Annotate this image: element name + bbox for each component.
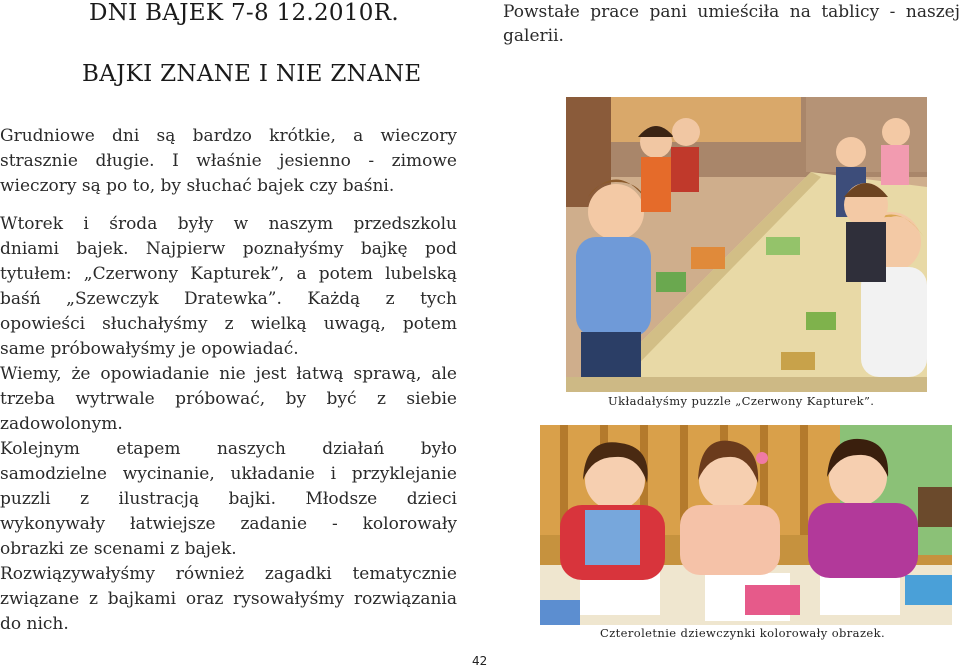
paragraph-fairytale-days: [0, 212, 457, 362]
text-line: do nich.: [0, 614, 69, 634]
text-line: obrazki ze scenami z bajek.: [0, 539, 237, 559]
paragraph-puzzles: [0, 437, 457, 562]
page-number: 42: [472, 654, 488, 668]
paragraph-intro: [0, 124, 457, 199]
text-line: strasznie długie. I właśnie jesienno - zimowe: [0, 151, 457, 171]
gallery-intro: [503, 0, 960, 48]
photo-coloring-caption: Czteroletnie dziewczynki kolorowały obrazek.: [600, 626, 886, 640]
photo-coloring-image: [540, 425, 952, 625]
text-line: związane z bajkami oraz rysowałyśmy rozwiązania: [0, 589, 457, 609]
paragraph-storytelling: [0, 362, 457, 437]
text-line: galerii.: [503, 26, 564, 46]
page-heading: DNI BAJEK 7-8 12.2010R.: [89, 0, 399, 26]
text-line: opowieści słuchałyśmy z wielką uwagą, potem: [0, 314, 457, 334]
text-line: Rozwiązywałyśmy również zagadki tematycznie: [0, 564, 457, 584]
photo-puzzles-image: [566, 97, 927, 392]
photo-puzzles: [566, 97, 927, 392]
text-line: wykonywały łatwiejsze zadanie - kolorowały: [0, 514, 457, 534]
text-line: wieczory są po to, by słuchać bajek czy baśni.: [0, 176, 395, 196]
text-line: zadowolonym.: [0, 414, 123, 434]
text-line: Wiemy, że opowiadanie nie jest łatwą sprawą, ale: [0, 364, 457, 384]
page-subheading: BAJKI ZNANE I NIE ZNANE: [82, 61, 422, 87]
text-line: Wtorek i środa były w naszym przedszkolu: [0, 214, 457, 234]
text-line: trzeba wytrwale próbować, by być z siebie: [0, 389, 457, 409]
text-line: tytułem: „Czerwony Kapturek”, a potem lubelską: [0, 264, 457, 284]
text-line: baśń „Szewczyk Dratewka”. Każdą z tych: [0, 289, 457, 309]
text-line: puzzli z ilustracją bajki. Młodsze dzieci: [0, 489, 457, 509]
text-line: Powstałe prace pani umieściła na tablicy - naszej: [503, 2, 960, 22]
paragraph-riddles: [0, 562, 457, 637]
photo-coloring: [540, 425, 952, 625]
text-line: Kolejnym etapem naszych działań było: [0, 439, 457, 459]
photo-puzzles-caption: Układałyśmy puzzle „Czerwony Kapturek”.: [608, 394, 875, 408]
text-line: dniami bajek. Najpierw poznałyśmy bajkę pod: [0, 239, 457, 259]
text-line: samodzielne wycinanie, układanie i przyklejanie: [0, 464, 457, 484]
text-line: same próbowałyśmy je opowiadać.: [0, 339, 299, 359]
text-line: Grudniowe dni są bardzo krótkie, a wieczory: [0, 126, 457, 146]
